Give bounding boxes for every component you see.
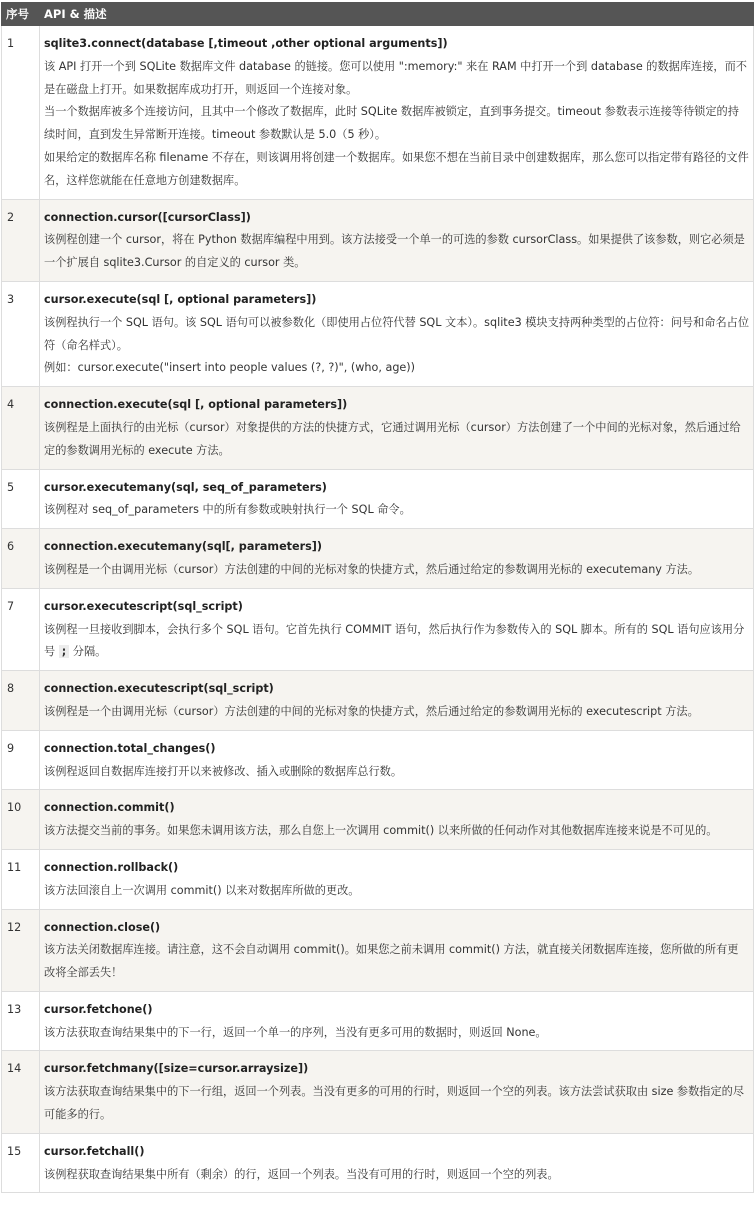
api-description: 该方法回滚自上一次调用 commit() 以来对数据库所做的更改。 [44, 883, 360, 897]
table-row [2, 730, 754, 790]
row-api-cell [40, 991, 754, 1051]
row-number: 15 [2, 1133, 40, 1193]
row-number: 2 [2, 199, 40, 281]
api-signature: cursor.fetchone() [44, 1002, 153, 1016]
api-signature: sqlite3.connect(database [,timeout ,other optional arguments]) [44, 37, 448, 50]
header-num: 序号 [2, 3, 40, 26]
row-number: 10 [2, 790, 40, 850]
api-description: 该 API 打开一个到 SQLite 数据库文件 database 的链接。您可以使用 ":memory:" 来在 RAM 中打开一个到 database 的数据库连接，而不是在磁盘上打开。如果数据库成功打开，则返回一个连接对象。 [44, 59, 747, 96]
row-number: 1 [2, 26, 40, 200]
api-signature: connection.execute(sql [, optional parameters]) [44, 398, 348, 412]
api-signature: connection.rollback() [44, 860, 179, 874]
api-description: 例如：cursor.execute("insert into people values (?, ?)", (who, age)) [44, 361, 416, 375]
row-api-cell [40, 1051, 754, 1133]
table-row [2, 529, 754, 589]
table-row [2, 909, 754, 991]
table-row [2, 26, 754, 200]
row-api-cell [40, 909, 754, 991]
table-row [2, 1051, 754, 1133]
api-signature: connection.total_changes() [44, 741, 216, 755]
row-number: 5 [2, 469, 40, 529]
api-description: 该例程创建一个 cursor，将在 Python 数据库编程中用到。该方法接受一个单一的可选的参数 cursorClass。如果提供了该参数，则它必须是一个扩展自 sqlite3.Cursor 的自定义的 cursor 类。 [44, 233, 745, 270]
table-row [2, 199, 754, 281]
api-description: 该例程获取查询结果集中所有（剩余）的行，返回一个列表。当没有可用的行时，则返回一个空的列表。 [44, 1167, 559, 1181]
api-description: 该例程对 seq_of_parameters 中的所有参数或映射执行一个 SQL 命令。 [44, 503, 411, 517]
api-description: 该例程是一个由调用光标（cursor）方法创建的中间的光标对象的快捷方式，然后通过给定的参数调用光标的 executescript 方法。 [44, 704, 699, 718]
api-description: 该例程返回自数据库连接打开以来被修改、插入或删除的数据库总行数。 [44, 764, 403, 778]
api-signature: connection.executemany(sql[, parameters]) [44, 540, 323, 554]
row-number: 8 [2, 671, 40, 731]
table-row [2, 469, 754, 529]
row-number: 11 [2, 849, 40, 909]
api-signature: connection.commit() [44, 801, 175, 815]
table-row [2, 387, 754, 469]
row-number: 13 [2, 991, 40, 1051]
api-signature: cursor.fetchall() [44, 1144, 145, 1158]
row-api-cell [40, 281, 754, 386]
row-api-cell [40, 1133, 754, 1193]
row-api-cell [40, 790, 754, 850]
row-number: 9 [2, 730, 40, 790]
table-row [2, 849, 754, 909]
api-description: 当一个数据库被多个连接访问，且其中一个修改了数据库，此时 SQLite 数据库被锁定，直到事务提交。timeout 参数表示连接等待锁定的持续时间，直到发生异常断开连接。timeout 参数默认是 5.0（5 秒）。 [44, 105, 739, 142]
api-description: 该方法提交当前的事务。如果您未调用该方法，那么自您上一次调用 commit() 以来所做的任何动作对其他数据库连接来说是不可见的。 [44, 824, 718, 838]
desc-text-pre: 该例程一旦接收到脚本，会执行多个 SQL 语句。它首先执行 COMMIT 语句，然后执行作为参数传入的 SQL 脚本。所有的 SQL 语句应该用分号 [44, 622, 745, 659]
row-number: 12 [2, 909, 40, 991]
desc-text-post: 分隔。 [69, 645, 107, 659]
table-row [2, 991, 754, 1051]
api-table [1, 2, 754, 1193]
row-number: 6 [2, 529, 40, 589]
api-signature: cursor.execute(sql [, optional parameters]) [44, 292, 317, 306]
row-api-cell [40, 469, 754, 529]
table-row [2, 671, 754, 731]
api-description: 该例程执行一个 SQL 语句。该 SQL 语句可以被参数化（即使用占位符代替 SQL 文本）。sqlite3 模块支持两种类型的占位符：问号和命名占位符（命名样式）。 [44, 315, 750, 352]
row-api-cell [40, 387, 754, 469]
table-header-row [2, 3, 754, 26]
table-row [2, 281, 754, 386]
api-description: 该方法获取查询结果集中的下一行组，返回一个列表。当没有更多的可用的行时，则返回一个空的列表。该方法尝试获取由 size 参数指定的尽可能多的行。 [44, 1085, 745, 1122]
row-number: 14 [2, 1051, 40, 1133]
api-signature: cursor.fetchmany([size=cursor.arraysize]) [44, 1062, 309, 1076]
api-signature: connection.cursor([cursorClass]) [44, 210, 251, 224]
table-row [2, 588, 754, 670]
row-api-cell [40, 529, 754, 589]
row-api-cell [40, 849, 754, 909]
table-row [2, 790, 754, 850]
api-description: 该方法获取查询结果集中的下一行，返回一个单一的序列，当没有更多可用的数据时，则返回 None。 [44, 1025, 547, 1039]
api-signature: cursor.executescript(sql_script) [44, 599, 243, 613]
api-signature: cursor.executemany(sql, seq_of_parameters) [44, 480, 327, 494]
api-description: 如果给定的数据库名称 filename 不存在，则该调用将创建一个数据库。如果您不想在当前目录中创建数据库，那么您可以指定带有路径的文件名，这样您就能在任意地方创建数据库。 [44, 150, 749, 187]
row-api-cell [40, 588, 754, 670]
api-description [44, 619, 749, 665]
api-description: 该例程是上面执行的由光标（cursor）对象提供的方法的快捷方式，它通过调用光标（cursor）方法创建了一个中间的光标对象，然后通过给定的参数调用光标的 execute 方法。 [44, 420, 741, 457]
row-api-cell [40, 671, 754, 731]
row-number: 4 [2, 387, 40, 469]
table-body [2, 26, 754, 1193]
row-api-cell [40, 199, 754, 281]
row-number: 7 [2, 588, 40, 670]
header-api: API & 描述 [40, 3, 754, 26]
api-description: 该例程是一个由调用光标（cursor）方法创建的中间的光标对象的快捷方式，然后通过给定的参数调用光标的 executemany 方法。 [44, 562, 700, 576]
row-api-cell [40, 730, 754, 790]
row-number: 3 [2, 281, 40, 386]
semicolon-code: ; [59, 645, 69, 658]
api-description: 该方法关闭数据库连接。请注意，这不会自动调用 commit()。如果您之前未调用 commit() 方法，就直接关闭数据库连接，您所做的所有更改将全部丢失！ [44, 943, 739, 980]
api-signature: connection.close() [44, 920, 161, 934]
row-api-cell [40, 26, 754, 200]
table-row [2, 1133, 754, 1193]
api-signature: connection.executescript(sql_script) [44, 682, 274, 696]
